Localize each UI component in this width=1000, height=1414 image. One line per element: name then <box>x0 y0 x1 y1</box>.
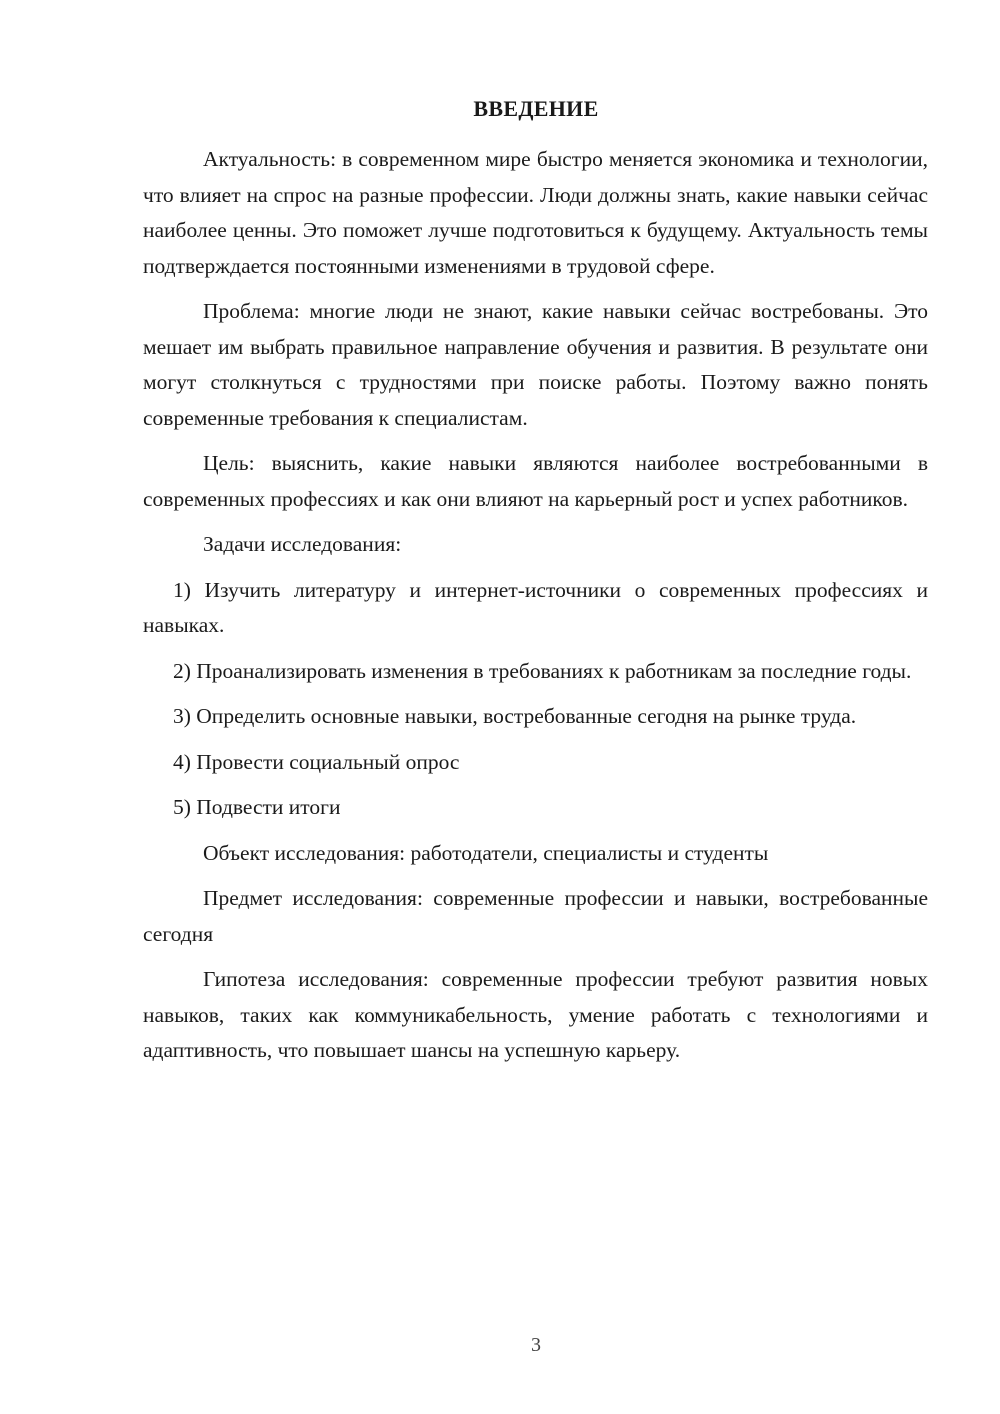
page-title: ВВЕДЕНИЕ <box>473 96 599 121</box>
paragraph-goal: Цель: выяснить, какие навыки являются наиболее востребованными в современных профессиях и как они влияют на карьерный рост и успех работников. <box>143 451 928 511</box>
task-item-1: 1) Изучить литературу и интернет-источники о современных профессиях и навыках. <box>143 577 928 637</box>
task-item-5: 5) Подвести итоги <box>173 795 341 819</box>
paragraph-relevance: Актуальность: в современном мире быстро меняется экономика и технологии, что влияет на спрос на разные профессии. Люди должны знать, какие навыки сейчас наиболее ценны. Это поможет лучше подготовиться к будущему. Актуальность темы подтверждается постоянными изменениями в трудовой сфере. <box>143 147 928 278</box>
paragraph-tasks-heading: Задачи исследования: <box>203 532 402 556</box>
paragraph-hypothesis: Гипотеза исследования: современные профессии требуют развития новых навыков, таких как коммуникабельность, умение работать с технологиями и адаптивность, что повышает шансы на успешную карьеру. <box>143 967 928 1062</box>
document-body <box>143 142 928 1079</box>
paragraph-problem: Проблема: многие люди не знают, какие навыки сейчас востребованы. Это мешает им выбрать правильное направление обучения и развития. В результате они могут столкнуться с трудностями при поиске работы. Поэтому важно понять современные требования к специалистам. <box>143 299 928 430</box>
paragraph-subject: Предмет исследования: современные профессии и навыки, востребованные сегодня <box>143 886 928 946</box>
page-number: 3 <box>531 1334 541 1356</box>
task-item-4: 4) Провести социальный опрос <box>173 749 460 774</box>
paragraph-object: Объект исследования: работодатели, специалисты и студенты <box>203 840 769 865</box>
task-item-3: 3) Определить основные навыки, востребованные сегодня на рынке труда. <box>173 704 857 728</box>
task-item-2: 2) Проанализировать изменения в требованиях к работникам за последние годы. <box>173 658 912 683</box>
